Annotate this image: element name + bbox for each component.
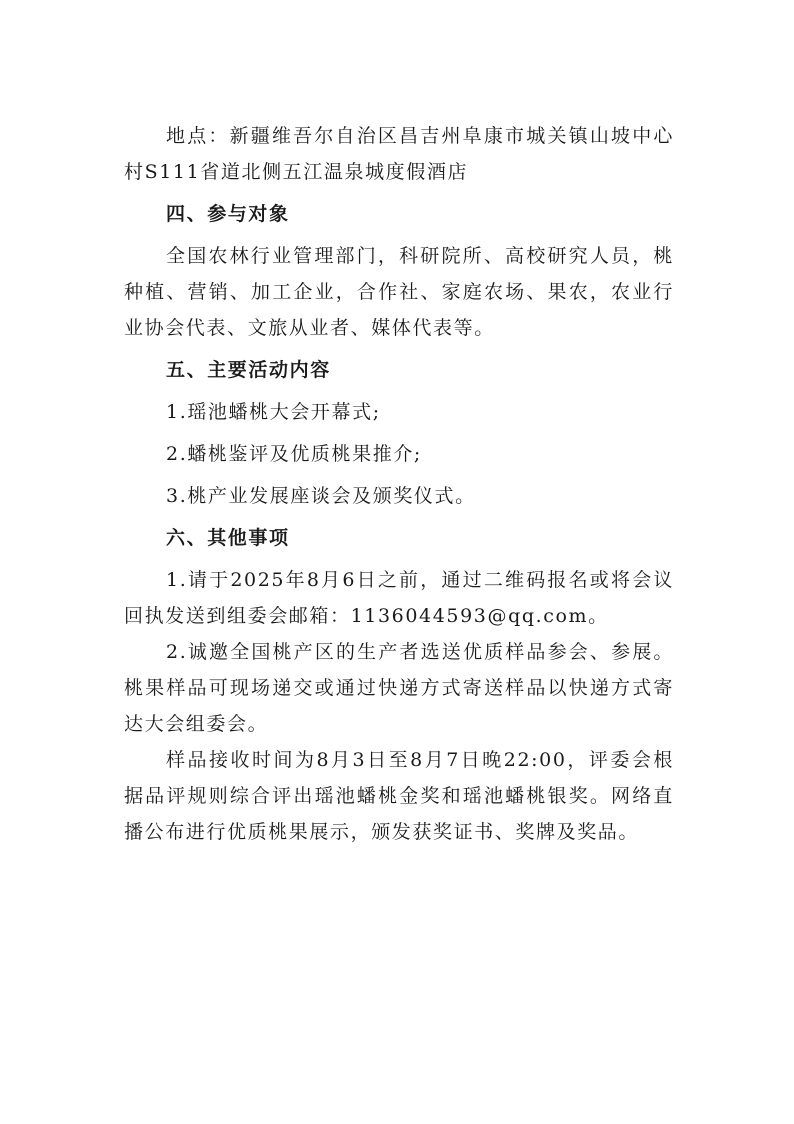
- activity-item-2: 2.蟠桃鉴评及优质桃果推介;: [166, 443, 422, 465]
- sample-receipt-paragraph: 样品接收时间为8月3日至8月7日晚22:00，评委会根据品评规则综合评出瑶池蟠桃金奖和瑶池蟠桃银奖。网络直播公布进行优质桃果展示，颁发获奖证书、奖牌及奖品。: [124, 749, 674, 843]
- location-paragraph: 地点：新疆维吾尔自治区昌吉州阜康市城关镇山坡中心村S111省道北侧五江温泉城度假酒店: [124, 125, 674, 183]
- section-4-body: 全国农林行业管理部门，科研院所、高校研究人员，桃种植、营销、加工企业，合作社、家庭农场、果农，农业行业协会代表、文旅从业者、媒体代表等。: [124, 245, 674, 339]
- section-5-heading: 五、主要活动内容: [166, 359, 331, 381]
- activity-item-1: 1.瑶池蟠桃大会开幕式;: [166, 401, 381, 423]
- section-4-heading: 四、参与对象: [166, 203, 290, 225]
- section-6-heading: 六、其他事项: [166, 527, 290, 549]
- sample-invitation-paragraph: 2.诚邀全国桃产区的生产者选送优质样品参会、参展。桃果样品可现场递交或通过快递方式寄送样品以快递方式寄达大会组委会。: [124, 641, 674, 735]
- activity-item-3: 3.桃产业发展座谈会及颁奖仪式。: [166, 485, 476, 507]
- registration-paragraph: 1.请于2025年8月6日之前，通过二维码报名或将会议回执发送到组委会邮箱：1136044593@qq.com。: [124, 569, 674, 627]
